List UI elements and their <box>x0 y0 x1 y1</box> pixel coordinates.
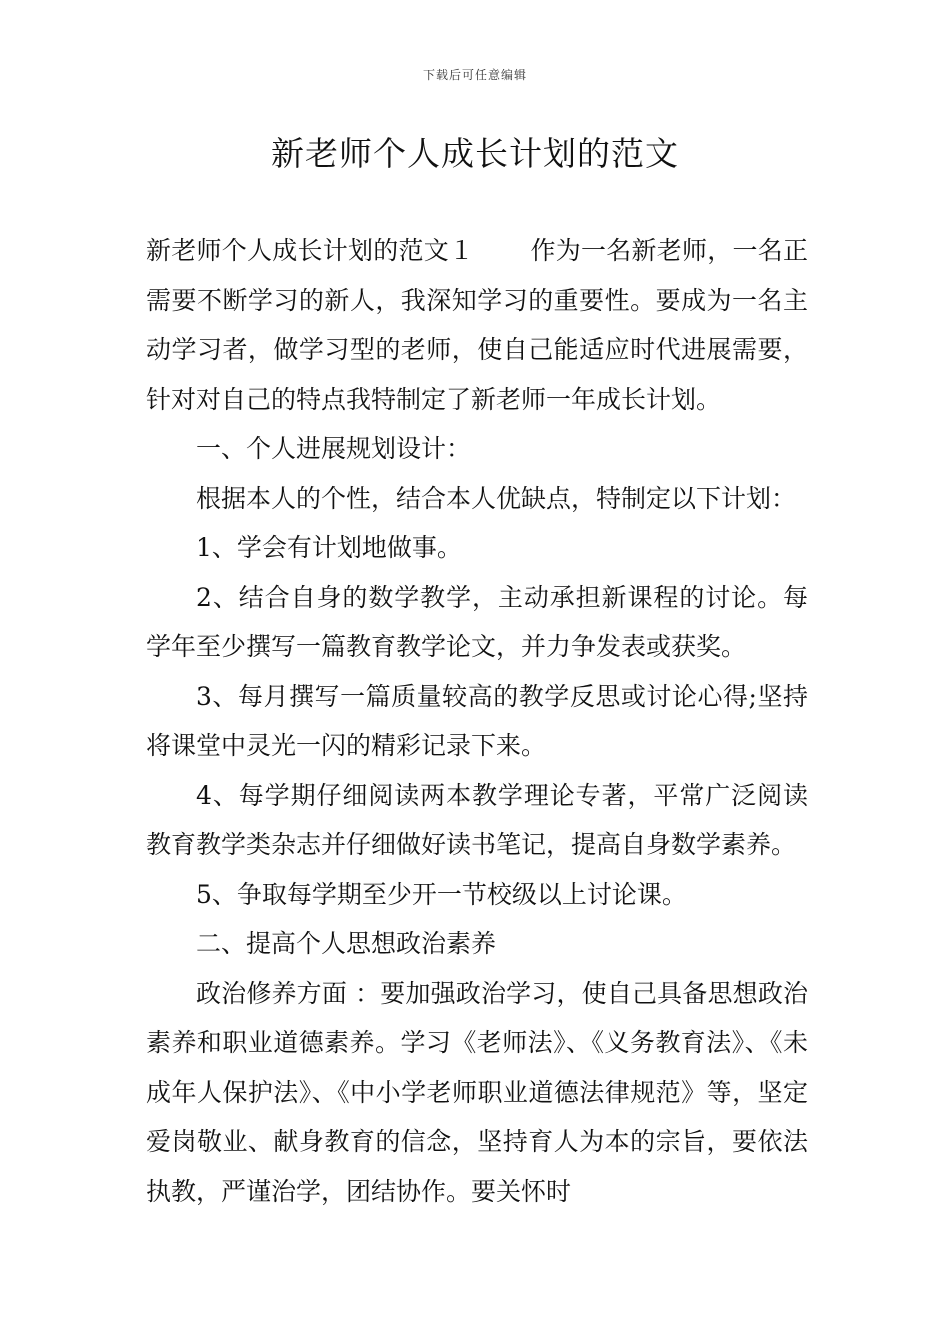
section-heading: 一、个人进展规划设计： <box>196 434 472 463</box>
paragraph: 政治修养方面 ：要加强政治学习，使自己具备思想政治素养和职业道德素养。学习《老师法》、《义务教育法》、《未成年人保护法》、《中小学老师职业道德法律规范》等，坚定爱岗敬业、献身教育的信念，坚持育人为本的宗旨，要依法执教，严谨治学，团结协作。要关怀时 <box>146 978 808 1206</box>
paragraph: 根据本人的个性，结合本人优缺点，特制定以下计划： <box>196 483 797 513</box>
list-item: 2、结合自身的数学教学，主动承担新课程的讨论。每学年至少撰写一篇教育教学论文，并力争发表或获奖。 <box>146 582 808 661</box>
intro-label: 新老师个人成长计划的范文１ <box>146 236 475 265</box>
intro-paragraph <box>146 226 808 424</box>
document-body <box>146 226 808 1216</box>
header-note: 下载后可任意编辑 <box>422 68 527 82</box>
section-heading: 二、提高个人思想政治素养 <box>196 929 497 958</box>
intro-text: 作为一名新老师，一名正需要不断学习的新人，我深知学习的重要性。要成为一名主动学习者，做学习型的老师，使自己能适应时代进展需要，针对对自己的特点我特制定了新老师一年成长计划。 <box>146 236 808 414</box>
list-item: 3、每月撰写一篇质量较高的教学反思或讨论心得;坚持将课堂中灵光一闪的精彩记录下来。 <box>146 681 808 760</box>
list-item: 5、争取每学期至少开一节校级以上讨论课。 <box>196 879 687 909</box>
document-title: 新老师个人成长计划的范文 <box>271 134 679 173</box>
list-item: 1、学会有计划地做事。 <box>196 533 462 562</box>
list-item: 4、每学期仔细阅读两本教学理论专著，平常广泛阅读教育教学类杂志并仔细做好读书笔记，提高自身数学素养。 <box>146 780 808 859</box>
